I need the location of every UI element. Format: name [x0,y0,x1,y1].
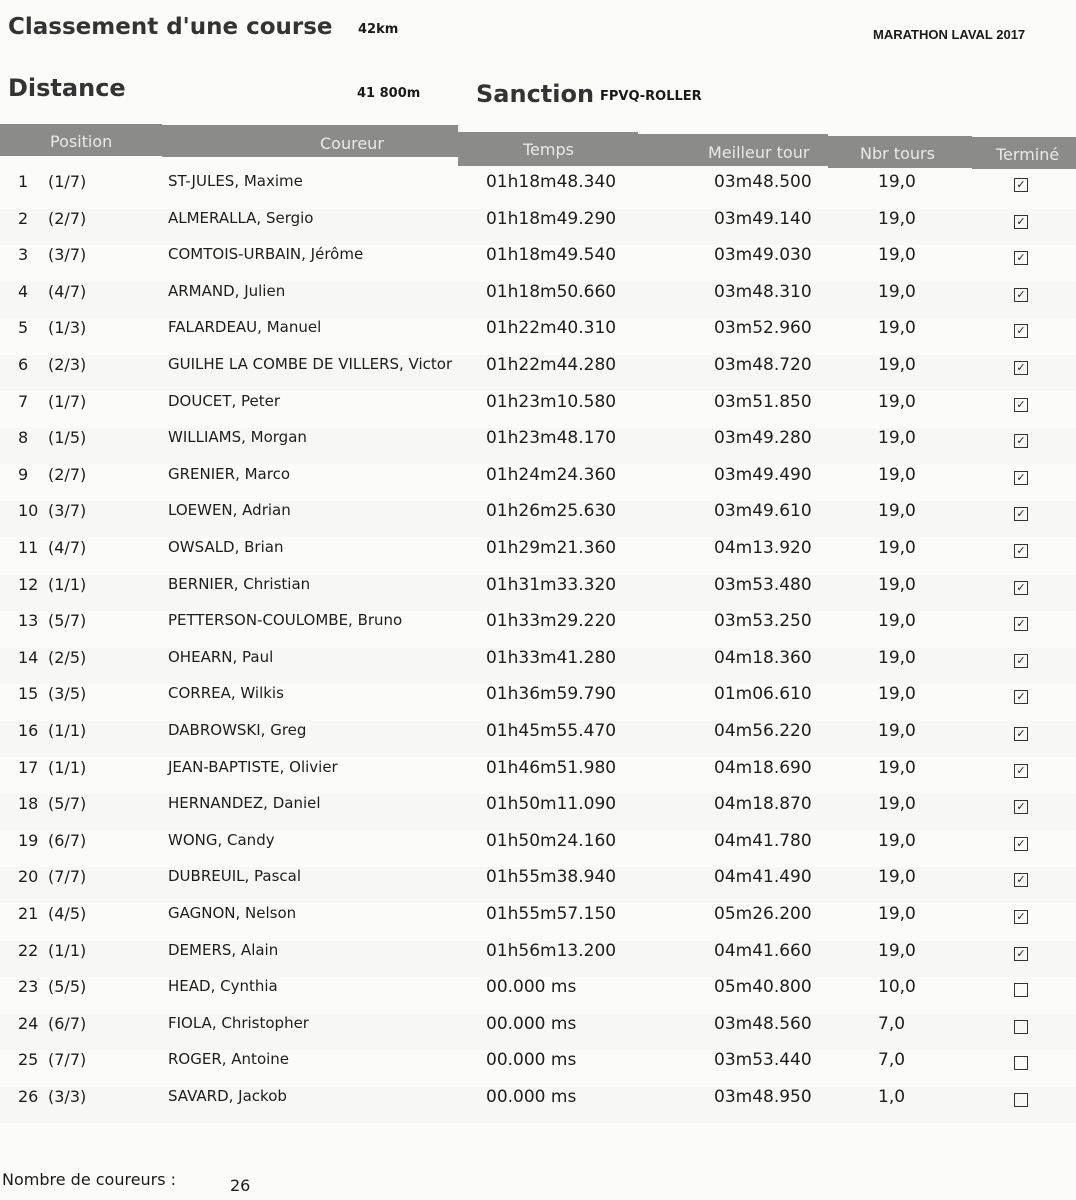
category-cell: (6/7) [48,830,87,850]
results-table [0,166,1076,1126]
runner-count-value: 26 [230,1176,251,1195]
time-cell: 01h33m29.220 [486,611,617,632]
category-cell: (5/7) [48,611,87,631]
best-lap-cell: 03m53.440 [714,1050,812,1071]
header-band-runner [162,125,461,157]
laps-cell: 19,0 [878,391,916,412]
runner-name-cell: BERNIER, Christian [168,574,311,593]
runner-name-cell: DEMERS, Alain [168,940,279,959]
rank-cell: 15 [18,684,39,704]
finished-checked-icon: ✓ [1014,178,1028,192]
best-lap-cell: 01m06.610 [714,684,812,705]
table-row [0,538,1076,574]
time-cell: 01h55m38.940 [486,867,617,888]
runner-name-cell: ARMAND, Julien [168,281,286,300]
laps-cell: 7,0 [878,1050,906,1071]
runner-name-cell: DABROWSKI, Greg [168,721,307,739]
finished-checked-icon: ✓ [1014,800,1028,814]
category-cell: (1/1) [48,721,87,740]
rank-cell: 24 [18,1013,39,1033]
category-cell: (2/5) [48,647,87,667]
laps-cell: 10,0 [878,977,916,998]
rank-cell: 19 [18,830,39,850]
finished-checked-icon: ✓ [1014,947,1028,961]
time-cell: 01h26m25.630 [486,501,617,522]
laps-cell: 19,0 [878,428,916,449]
finished-checked-icon: ✓ [1014,544,1028,558]
table-row [0,245,1076,281]
rank-cell: 21 [18,904,39,923]
rank-cell: 22 [18,940,39,960]
best-lap-cell: 03m48.500 [714,172,812,192]
table-row [0,1050,1076,1086]
laps-cell: 19,0 [878,501,916,522]
table-row [0,904,1076,940]
laps-cell: 19,0 [878,684,916,705]
laps-cell: 19,0 [878,172,916,192]
finished-checked-icon: ✓ [1014,215,1028,229]
category-cell: (1/1) [48,940,87,960]
time-cell: 01h24m24.360 [486,464,617,485]
runner-name-cell: LOEWEN, Adrian [168,501,291,520]
runner-name-cell: COMTOIS-URBAIN, Jérôme [168,245,364,264]
laps-cell: 19,0 [878,281,916,302]
category-cell: (1/1) [48,574,87,594]
time-cell: 01h23m48.170 [486,428,617,449]
laps-cell: 7,0 [878,1013,906,1034]
rank-cell: 25 [18,1050,39,1070]
rank-cell: 14 [18,647,39,667]
laps-cell: 19,0 [878,355,916,375]
runner-name-cell: FALARDEAU, Manuel [168,318,322,337]
time-cell: 01h56m13.200 [486,940,617,961]
best-lap-cell: 04m18.870 [714,794,812,815]
runner-name-cell: GAGNON, Nelson [168,904,297,922]
col-header-runner: Coureur [320,134,384,153]
laps-cell: 19,0 [878,574,916,595]
runner-name-cell: OHEARN, Paul [168,647,274,666]
best-lap-cell: 04m56.220 [714,721,812,741]
time-cell: 01h46m51.980 [486,757,617,778]
runner-name-cell: JEAN-BAPTISTE, Olivier [168,757,338,776]
rank-cell: 18 [18,794,39,814]
finished-checked-icon: ✓ [1014,910,1028,924]
category-cell: (3/7) [48,501,87,521]
col-header-finished: Terminé [996,145,1060,164]
category-cell: (2/3) [48,355,87,374]
finished-checked-icon: ✓ [1014,507,1028,521]
time-cell: 01h55m57.150 [486,904,617,924]
laps-cell: 19,0 [878,208,916,229]
table-row [0,575,1076,611]
time-cell: 00.000 ms [486,1050,577,1071]
table-row [0,611,1076,647]
table-row [0,977,1076,1013]
time-cell: 01h36m59.790 [486,684,617,705]
table-row [0,465,1076,501]
finished-unchecked-icon [1014,983,1028,997]
runner-name-cell: PETTERSON-COULOMBE, Bruno [168,611,403,630]
finished-checked-icon: ✓ [1014,764,1028,778]
time-cell: 01h50m11.090 [486,794,617,815]
page-title: Classement d'une course [8,14,333,40]
time-cell: 01h45m55.470 [486,721,617,741]
best-lap-cell: 03m49.280 [714,428,812,449]
finished-checked-icon: ✓ [1014,324,1028,338]
best-lap-cell: 05m26.200 [714,904,812,924]
laps-cell: 19,0 [878,611,916,632]
rank-cell: 1 [18,172,29,191]
rank-cell: 8 [18,428,29,448]
best-lap-cell: 03m48.310 [714,281,812,302]
laps-cell: 19,0 [878,757,916,778]
table-row [0,282,1076,318]
sanction-label: Sanction [476,80,595,108]
category-cell: (1/7) [48,172,87,191]
col-header-position: Position [50,132,113,151]
category-cell: (7/7) [48,1050,87,1070]
finished-checked-icon: ✓ [1014,434,1028,448]
table-row [0,318,1076,354]
runner-name-cell: CORREA, Wilkis [168,684,284,703]
category-cell: (4/7) [48,281,87,301]
table-header [0,124,1076,166]
best-lap-cell: 03m49.140 [714,208,812,229]
runner-name-cell: SAVARD, Jackob [168,1087,287,1105]
table-row [0,794,1076,830]
time-cell: 01h18m50.660 [486,281,617,302]
best-lap-cell: 03m48.950 [714,1087,812,1107]
rank-cell: 2 [18,208,29,228]
runner-name-cell: DUBREUIL, Pascal [168,867,302,886]
time-cell: 01h18m48.340 [486,172,617,192]
runner-name-cell: WILLIAMS, Morgan [168,428,307,447]
runner-name-cell: OWSALD, Brian [168,538,284,556]
laps-cell: 19,0 [878,647,916,668]
time-cell: 00.000 ms [486,1013,577,1034]
finished-checked-icon: ✓ [1014,873,1028,887]
distance-tag: 42km [358,22,399,37]
rank-cell: 3 [18,245,29,265]
col-header-laps: Nbr tours [860,144,935,163]
category-cell: (5/5) [48,977,87,997]
best-lap-cell: 03m53.250 [714,611,812,632]
best-lap-cell: 03m49.030 [714,245,812,266]
category-cell: (1/5) [48,428,87,448]
runner-name-cell: ST-JULES, Maxime [168,172,303,190]
laps-cell: 19,0 [878,867,916,888]
category-cell: (7/7) [48,867,87,887]
table-row [0,355,1076,391]
best-lap-cell: 03m48.560 [714,1013,812,1034]
rank-cell: 10 [18,501,39,521]
laps-cell: 19,0 [878,904,916,924]
finished-checked-icon: ✓ [1014,690,1028,704]
rank-cell: 7 [18,391,29,411]
finished-checked-icon: ✓ [1014,727,1028,741]
rank-cell: 9 [18,464,29,484]
runner-name-cell: ALMERALLA, Sergio [168,208,314,227]
table-row [0,941,1076,977]
finished-checked-icon: ✓ [1014,837,1028,851]
rank-cell: 13 [18,611,39,631]
category-cell: (6/7) [48,1013,87,1033]
laps-cell: 19,0 [878,318,916,339]
table-row [0,648,1076,684]
rank-cell: 23 [18,977,39,997]
laps-cell: 19,0 [878,464,916,485]
time-cell: 00.000 ms [486,1087,577,1107]
table-row [0,684,1076,720]
rank-cell: 17 [18,757,39,777]
table-row [0,392,1076,428]
finished-checked-icon: ✓ [1014,251,1028,265]
table-row [0,831,1076,867]
runner-count-label: Nombre de coureurs : [2,1170,177,1189]
table-row [0,1087,1076,1123]
laps-cell: 19,0 [878,538,916,558]
distance-value: 41 800m [357,86,421,101]
category-cell: (1/3) [48,318,87,338]
rank-cell: 11 [18,538,39,557]
runner-name-cell: DOUCET, Peter [168,391,281,410]
best-lap-cell: 03m53.480 [714,574,812,595]
finished-unchecked-icon [1014,1020,1028,1034]
time-cell: 01h18m49.540 [486,245,617,266]
runner-name-cell: FIOLA, Christopher [168,1013,309,1032]
laps-cell: 19,0 [878,721,916,741]
rank-cell: 6 [18,355,29,374]
category-cell: (1/7) [48,391,87,411]
finished-unchecked-icon [1014,1093,1028,1107]
category-cell: (4/5) [48,904,87,923]
time-cell: 01h22m44.280 [486,355,617,375]
rank-cell: 20 [18,867,39,887]
runner-name-cell: HERNANDEZ, Daniel [168,794,321,813]
table-row [0,501,1076,537]
laps-cell: 19,0 [878,245,916,266]
col-header-best-lap: Meilleur tour [708,143,810,162]
table-row [0,721,1076,757]
finished-checked-icon: ✓ [1014,617,1028,631]
table-row [0,758,1076,794]
table-row [0,172,1076,208]
table-row [0,867,1076,903]
finished-checked-icon: ✓ [1014,654,1028,668]
time-cell: 01h50m24.160 [486,830,617,851]
table-row [0,209,1076,245]
category-cell: (3/5) [48,684,87,704]
best-lap-cell: 03m49.490 [714,464,812,485]
best-lap-cell: 04m41.490 [714,867,812,888]
laps-cell: 19,0 [878,830,916,851]
finished-unchecked-icon [1014,1056,1028,1070]
rank-cell: 5 [18,318,29,338]
laps-cell: 19,0 [878,940,916,961]
category-cell: (3/3) [48,1087,87,1106]
finished-checked-icon: ✓ [1014,288,1028,302]
finished-checked-icon: ✓ [1014,361,1028,375]
category-cell: (2/7) [48,464,87,484]
time-cell: 01h33m41.280 [486,647,617,668]
sanction-value: FPVQ-ROLLER [600,89,702,104]
best-lap-cell: 04m41.780 [714,830,812,851]
best-lap-cell: 05m40.800 [714,977,812,998]
best-lap-cell: 03m52.960 [714,318,812,339]
laps-cell: 19,0 [878,794,916,815]
best-lap-cell: 03m49.610 [714,501,812,522]
rank-cell: 16 [18,721,39,740]
best-lap-cell: 03m51.850 [714,391,812,412]
event-name: MARATHON LAVAL 2017 [873,27,1026,42]
category-cell: (1/1) [48,757,87,777]
time-cell: 00.000 ms [486,977,577,998]
rank-cell: 12 [18,574,39,594]
best-lap-cell: 04m18.360 [714,647,812,668]
best-lap-cell: 04m18.690 [714,757,812,778]
finished-checked-icon: ✓ [1014,398,1028,412]
runner-name-cell: GUILHE LA COMBE DE VILLERS, Victor [168,355,453,373]
time-cell: 01h29m21.360 [486,538,617,558]
runner-name-cell: HEAD, Cynthia [168,977,278,996]
category-cell: (4/7) [48,538,87,557]
table-row [0,1014,1076,1050]
runner-name-cell: GRENIER, Marco [168,464,290,483]
rank-cell: 26 [18,1087,39,1106]
finished-checked-icon: ✓ [1014,471,1028,485]
time-cell: 01h23m10.580 [486,391,617,412]
category-cell: (2/7) [48,208,87,228]
time-cell: 01h31m33.320 [486,574,617,595]
runner-name-cell: ROGER, Antoine [168,1050,290,1069]
rank-cell: 4 [18,281,29,301]
laps-cell: 1,0 [878,1087,906,1107]
table-row [0,428,1076,464]
col-header-time: Temps [523,140,574,159]
time-cell: 01h18m49.290 [486,208,617,229]
category-cell: (3/7) [48,245,87,265]
time-cell: 01h22m40.310 [486,318,617,339]
runner-name-cell: WONG, Candy [168,830,275,849]
best-lap-cell: 04m41.660 [714,940,812,961]
distance-label: Distance [8,74,126,102]
best-lap-cell: 03m48.720 [714,355,812,375]
best-lap-cell: 04m13.920 [714,538,812,558]
category-cell: (5/7) [48,794,87,814]
finished-checked-icon: ✓ [1014,581,1028,595]
